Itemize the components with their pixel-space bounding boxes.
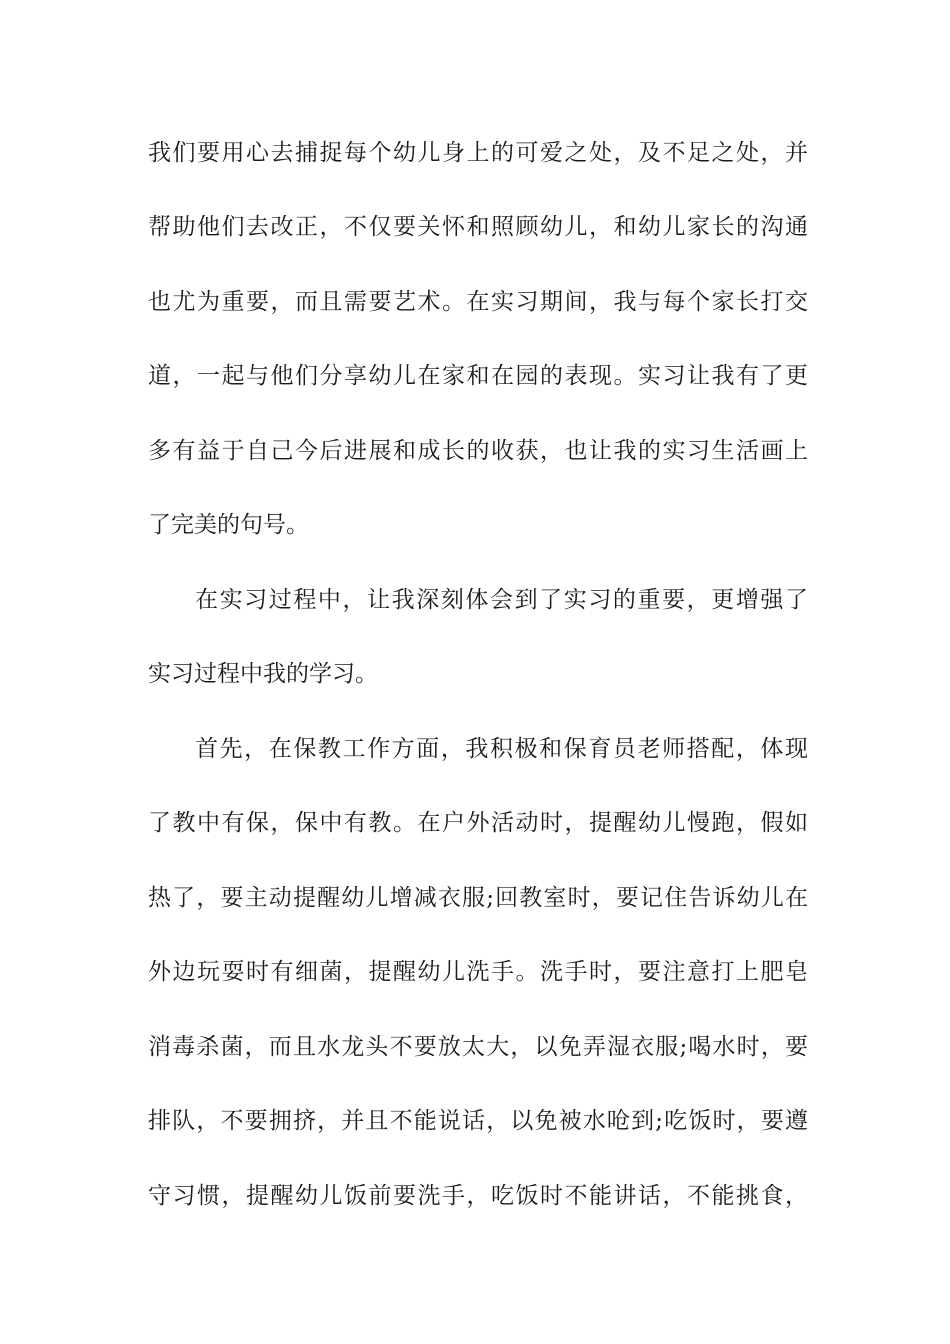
- paragraph-line: 了完美的句号。: [148, 512, 309, 538]
- paragraph-line: 我们要用心去捕捉每个幼儿身上的可爱之处，及不足之处，并: [148, 140, 808, 166]
- paragraph-line: 道，一起与他们分享幼儿在家和在园的表现。实习让我有了更: [148, 363, 808, 389]
- paragraph-line: 守习惯，提醒幼儿饭前要洗手，吃饭时不能讲话，不能挑食，: [148, 1183, 808, 1209]
- paragraph-line: 实习过程中我的学习。: [148, 661, 378, 687]
- paragraph-line: 排队，不要拥挤，并且不能说话，以免被水呛到;吃饭时，要遵: [148, 1108, 808, 1134]
- paragraph-line: 多有益于自己今后进展和成长的收获，也让我的实习生活画上: [148, 438, 808, 464]
- paragraph-line: 热了，要主动提醒幼儿增减衣服;回教室时，要记住告诉幼儿在: [148, 885, 808, 911]
- paragraph-line: 在实习过程中，让我深刻体会到了实习的重要，更增强了: [195, 587, 808, 613]
- paragraph-line: 消毒杀菌，而且水龙头不要放太大，以免弄湿衣服;喝水时，要: [148, 1034, 808, 1060]
- paragraph-line: 帮助他们去改正，不仅要关怀和照顾幼儿，和幼儿家长的沟通: [148, 214, 808, 240]
- paragraph-line: 首先，在保教工作方面，我积极和保育员老师搭配，体现: [195, 736, 808, 762]
- paragraph-line: 外边玩耍时有细菌，提醒幼儿洗手。洗手时，要注意打上肥皂: [148, 959, 808, 985]
- paragraph-line: 了教中有保，保中有教。在户外活动时，提醒幼儿慢跑，假如: [148, 810, 808, 836]
- paragraph-line: 也尤为重要，而且需要艺术。在实习期间，我与每个家长打交: [148, 289, 808, 315]
